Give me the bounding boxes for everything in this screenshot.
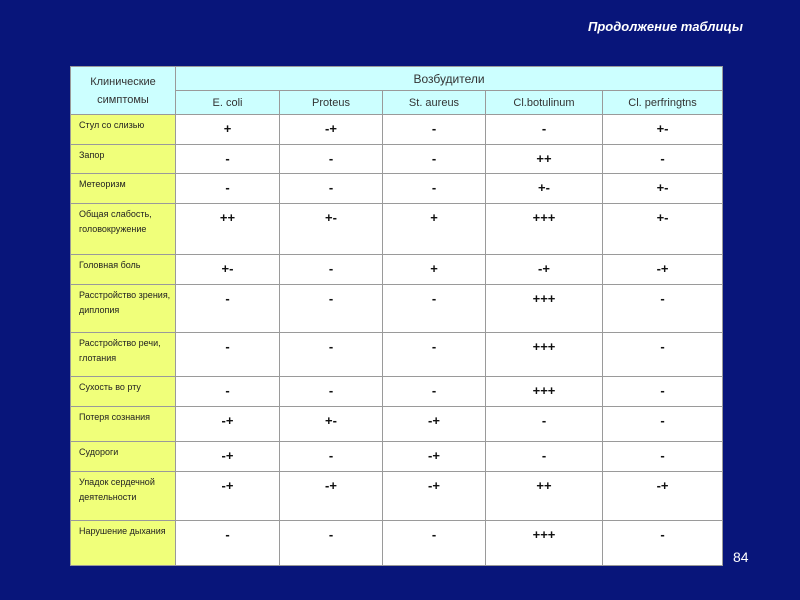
value-cell: - [603,377,723,407]
table-row [71,115,723,145]
value-cell: ++ [486,145,603,174]
value-cell: -+ [383,472,486,521]
table-row [71,204,723,255]
value-cell: - [176,285,280,333]
value-cell: - [280,377,383,407]
organism-header: St. aureus [383,91,486,115]
value-cell: ++ [176,204,280,255]
pathogens-group-header: Возбудители [176,67,723,91]
value-cell: - [383,115,486,145]
symptoms-table-container [70,66,722,565]
table-row [71,472,723,521]
value-cell: - [603,333,723,377]
table-row [71,255,723,285]
organism-header: Cl.botulinum [486,91,603,115]
value-cell: +++ [486,377,603,407]
value-cell: - [603,285,723,333]
organism-header: Proteus [280,91,383,115]
value-cell: + [383,255,486,285]
value-cell: - [176,521,280,566]
value-cell: +++ [486,204,603,255]
value-cell: - [280,333,383,377]
table-row [71,145,723,174]
value-cell: +- [603,115,723,145]
value-cell: - [280,442,383,472]
value-cell: - [603,442,723,472]
value-cell: - [280,145,383,174]
value-cell: - [383,521,486,566]
value-cell: - [603,145,723,174]
table-row [71,333,723,377]
value-cell: - [486,115,603,145]
value-cell: - [176,145,280,174]
organism-header: E. coli [176,91,280,115]
value-cell: - [176,174,280,204]
symptom-cell: Расстройство речи, глотания [71,333,176,377]
symptom-cell: Стул со слизью [71,115,176,145]
table-row [71,407,723,442]
value-cell: -+ [280,115,383,145]
value-cell: - [383,377,486,407]
value-cell: - [176,377,280,407]
table-row [71,442,723,472]
symptom-cell: Нарушение дыхания [71,521,176,566]
value-cell: -+ [603,255,723,285]
value-cell: - [280,255,383,285]
value-cell: + [176,115,280,145]
value-cell: - [280,285,383,333]
value-cell: +++ [486,285,603,333]
value-cell: - [176,333,280,377]
symptom-cell: Потеря сознания [71,407,176,442]
value-cell: +- [280,407,383,442]
value-cell: +- [603,174,723,204]
value-cell: - [383,333,486,377]
value-cell: - [383,285,486,333]
symptom-cell: Судороги [71,442,176,472]
value-cell: -+ [603,472,723,521]
symptom-cell: Метеоризм [71,174,176,204]
value-cell: + [383,204,486,255]
symptom-cell: Запор [71,145,176,174]
value-cell: +++ [486,333,603,377]
value-cell: -+ [176,407,280,442]
value-cell: - [383,145,486,174]
value-cell: +- [486,174,603,204]
value-cell: - [603,521,723,566]
value-cell: +- [603,204,723,255]
symptom-cell: Общая слабость, головокружение [71,204,176,255]
slide-title: Продолжение таблицы [588,19,743,34]
value-cell: - [486,442,603,472]
table-row [71,377,723,407]
value-cell: -+ [383,407,486,442]
value-cell: -+ [176,472,280,521]
symptom-cell: Упадок сердечной деятельности [71,472,176,521]
value-cell: - [603,407,723,442]
symptom-cell: Головная боль [71,255,176,285]
value-cell: ++ [486,472,603,521]
table-row [71,285,723,333]
organism-header: Cl. perfringtns [603,91,723,115]
value-cell: - [280,174,383,204]
value-cell: - [486,407,603,442]
page-number: 84 [733,549,749,565]
symptom-cell: Сухость во рту [71,377,176,407]
symptoms-table [70,66,723,566]
table-row [71,174,723,204]
value-cell: -+ [486,255,603,285]
value-cell: +- [280,204,383,255]
symptom-cell: Расстройство зрения, диплопия [71,285,176,333]
value-cell: - [280,521,383,566]
value-cell: +- [176,255,280,285]
value-cell: -+ [280,472,383,521]
value-cell: - [383,174,486,204]
symptom-column-header: Клинические симптомы [71,67,176,115]
value-cell: +++ [486,521,603,566]
value-cell: -+ [383,442,486,472]
value-cell: -+ [176,442,280,472]
table-row [71,521,723,566]
